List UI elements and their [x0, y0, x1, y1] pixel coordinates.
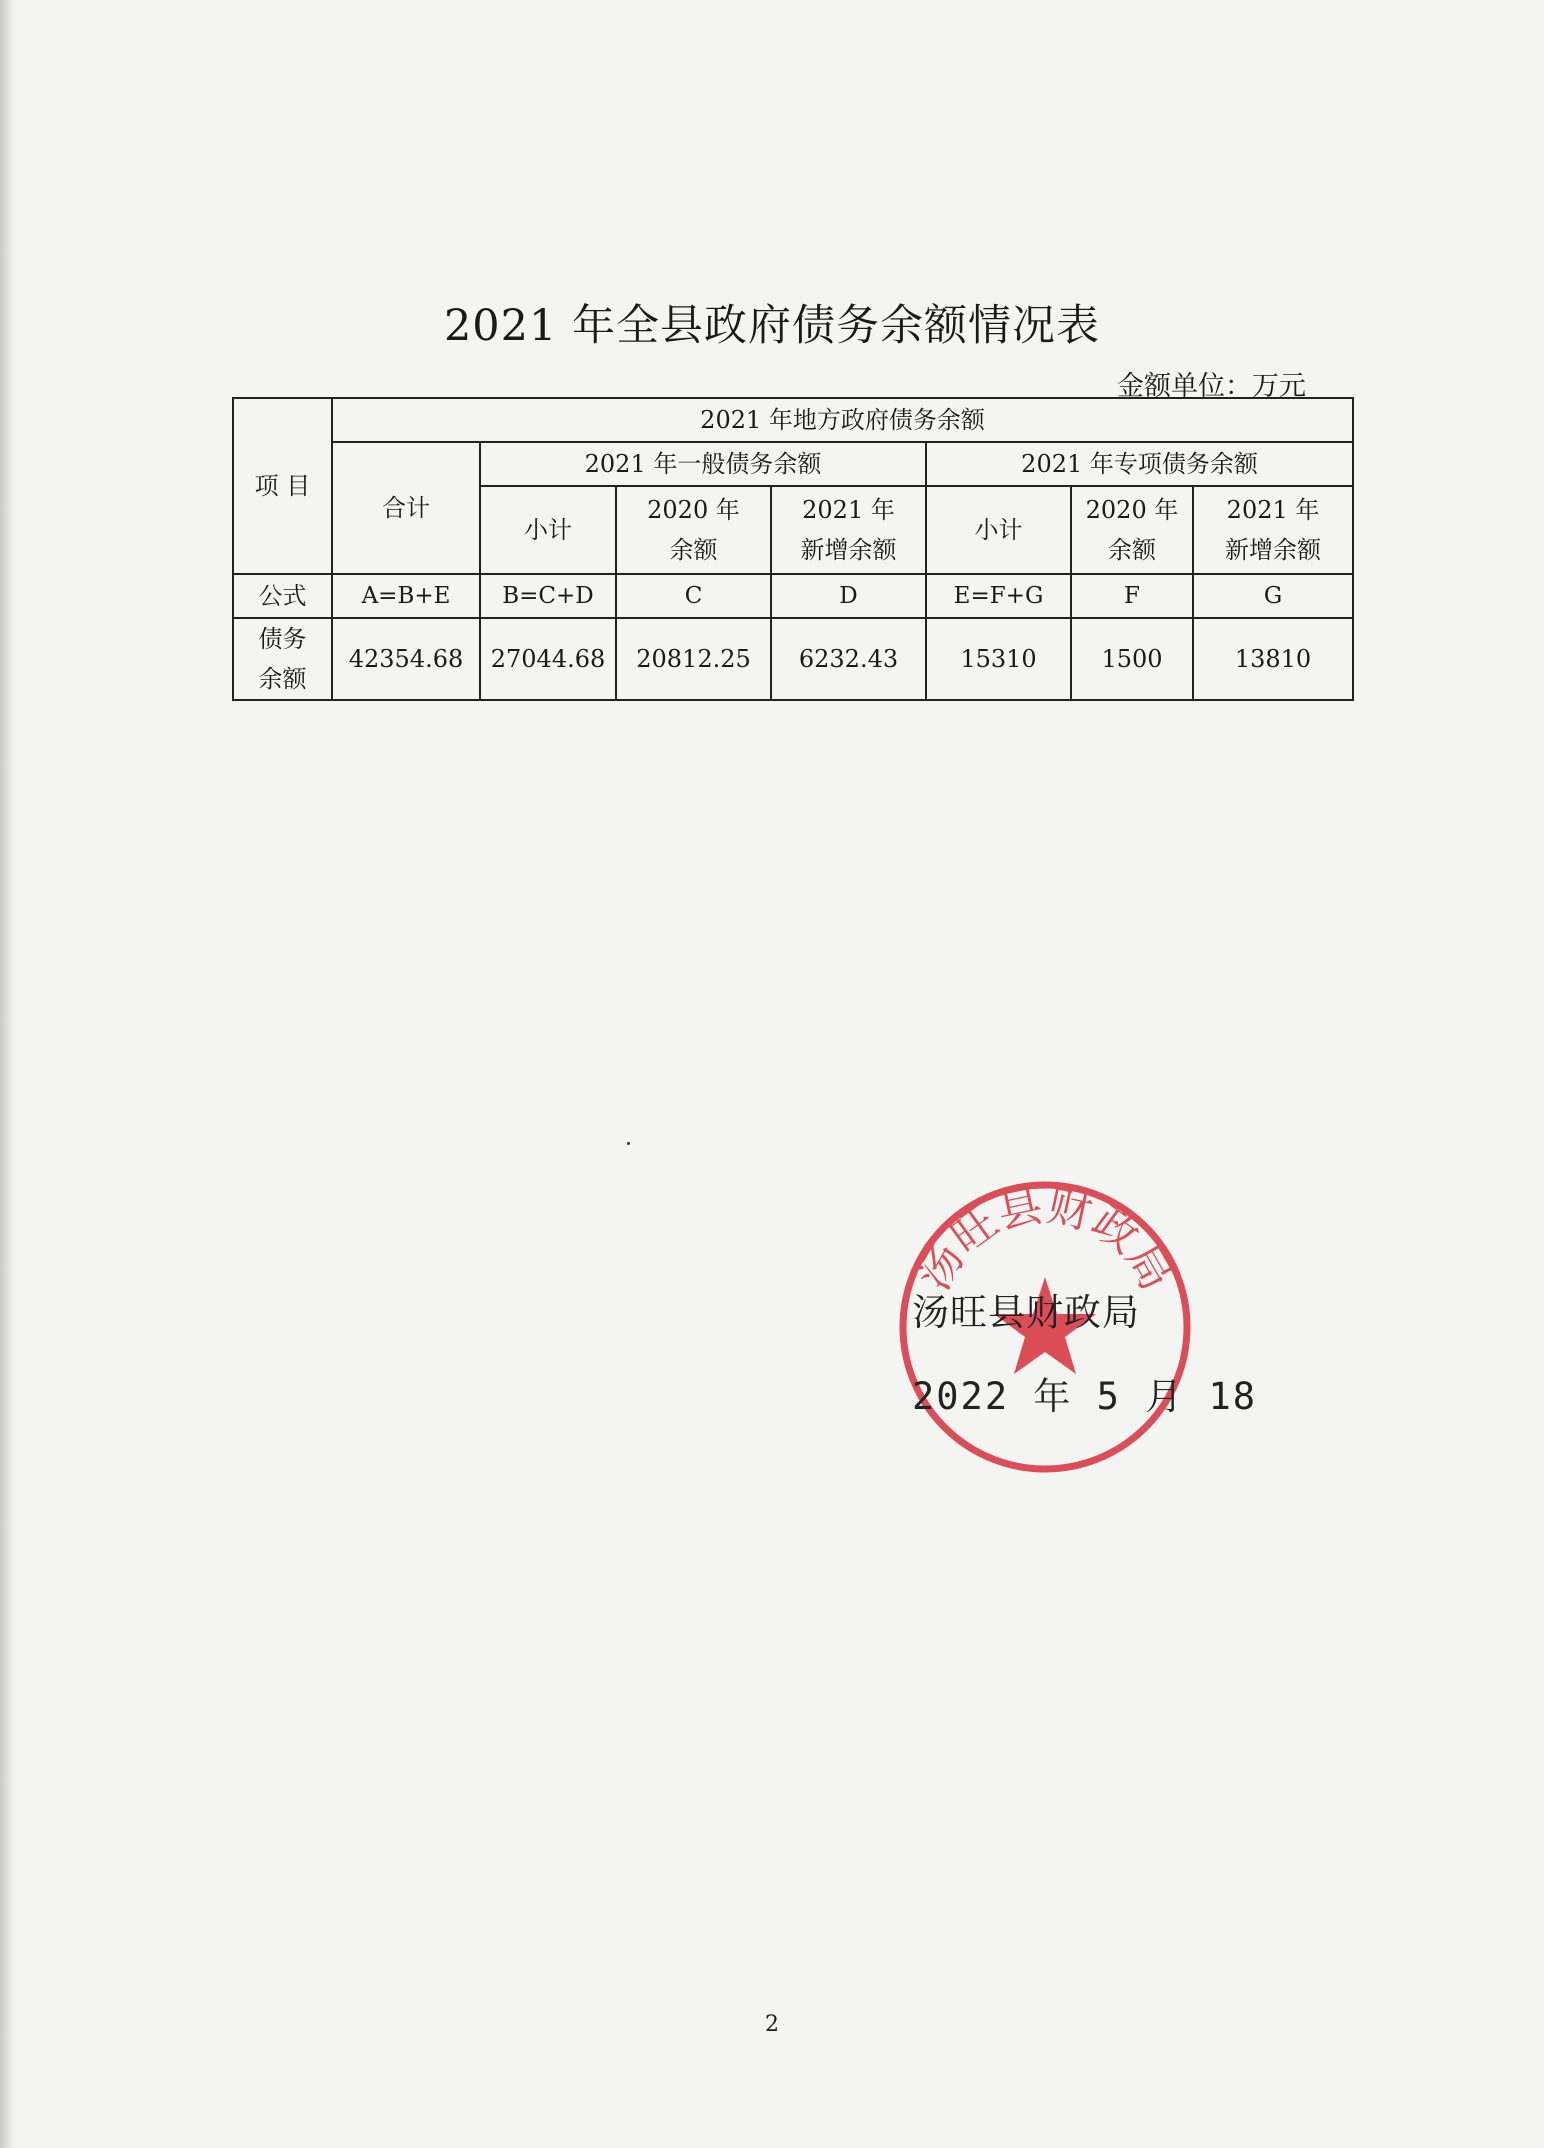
balance-label-line2: 余额 — [258, 665, 307, 693]
row-header-cell: 项 目 — [233, 398, 332, 574]
formula-cell: E=F+G — [926, 574, 1071, 618]
special-2020-header — [1071, 486, 1193, 574]
issuer-name: 汤旺县财政局 — [912, 1291, 1140, 1334]
special-2021-header-line1: 2021 年 — [1226, 496, 1320, 524]
special-subtotal-header: 小计 — [926, 486, 1071, 574]
formula-cell: D — [771, 574, 926, 618]
seal-arc-path-text: 汤旺县财政局 — [908, 1180, 1182, 1299]
unit-label: 金额单位：万元 — [1117, 371, 1306, 402]
general-2021-header — [771, 486, 926, 574]
general-subtotal-header: 小计 — [480, 486, 616, 574]
balance-cell: 1500 — [1071, 618, 1193, 700]
debt-balance-table — [232, 397, 1354, 701]
formula-cell: B=C+D — [480, 574, 616, 618]
document-title: 2021 年全县政府债务余额情况表 — [443, 301, 1101, 351]
special-2020-header-line1: 2020 年 — [1085, 496, 1179, 524]
scan-speck — [627, 1142, 630, 1145]
balance-row — [233, 618, 1353, 700]
balance-cell: 42354.68 — [332, 618, 480, 700]
general-debt-header-cell: 2021 年一般债务余额 — [480, 442, 926, 486]
balance-label — [233, 618, 332, 700]
formula-cell: F — [1071, 574, 1193, 618]
balance-cell: 27044.68 — [480, 618, 616, 700]
special-2020-header-line2: 余额 — [1108, 536, 1156, 564]
special-debt-header-cell: 2021 年专项债务余额 — [926, 442, 1353, 486]
balance-cell: 13810 — [1193, 618, 1353, 700]
formula-cell: A=B+E — [332, 574, 480, 618]
balance-cell: 6232.43 — [771, 618, 926, 700]
balance-label-line1: 债务 — [258, 625, 307, 653]
page-number: 2 — [765, 2012, 779, 2037]
top-header-cell: 2021 年地方政府债务余额 — [332, 398, 1353, 442]
general-2020-header-line1: 2020 年 — [647, 496, 740, 524]
formula-row — [233, 574, 1353, 618]
general-2021-header-line2: 新增余额 — [800, 536, 897, 564]
issue-date: 2022 年 5 月 18 — [912, 1375, 1258, 1418]
formula-cell: C — [616, 574, 771, 618]
formula-cell: G — [1193, 574, 1353, 618]
balance-cell: 20812.25 — [616, 618, 771, 700]
special-2021-header — [1193, 486, 1353, 574]
total-header-cell: 合计 — [332, 442, 480, 574]
balance-cell: 15310 — [926, 618, 1071, 700]
general-2020-header — [616, 486, 771, 574]
formula-label: 公式 — [233, 574, 332, 618]
general-2021-header-line1: 2021 年 — [802, 496, 895, 524]
general-2020-header-line2: 余额 — [669, 536, 718, 564]
special-2021-header-line2: 新增余额 — [1225, 536, 1322, 564]
